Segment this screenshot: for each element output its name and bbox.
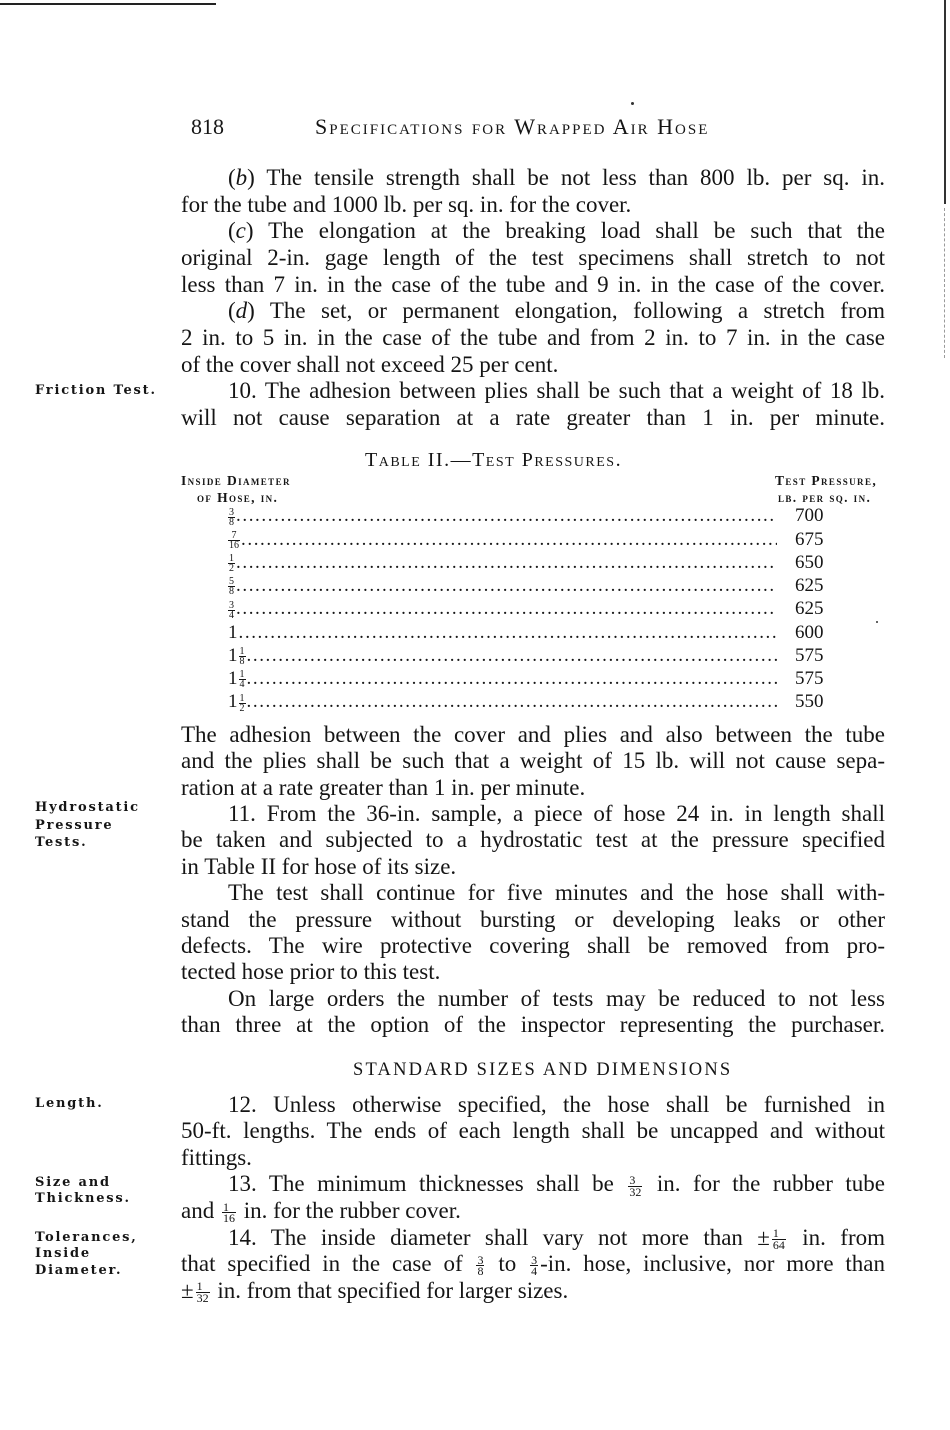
column-header-line: Inside Diameter [181,472,291,488]
text-run: 50-ft. lengths. The ends of each length shall be uncapped and without [181,1118,885,1144]
fraction-numerator: 1 [239,692,245,704]
scan-edge-line [944,208,945,358]
fraction-denominator: 8 [229,516,234,528]
text-line [181,748,885,774]
text-run: in. from that specified for larger sizes. [211,1277,569,1303]
side-note-line: Thickness. [35,1191,131,1206]
text-run: ) The tensile strength shall be not less than 800 lb. per sq. in. [247,165,885,190]
test-pressure-cell: 575 [795,644,824,666]
side-note-line: Inside [35,1246,91,1261]
fraction [239,670,246,689]
text-run: The adhesion between the cover and plies and also between the tube [181,721,885,747]
italic-letter: b [235,165,248,190]
fraction-denominator: 8 [477,1264,484,1279]
inside-diameter-cell [228,574,236,597]
text-run: in. for the rubber cover. [237,1197,461,1223]
text-run: -in. hose, inclusive, nor more than [540,1251,886,1277]
text-run: for the tube and 1000 lb. per sq. in. for the cover. [181,191,632,217]
dot-leader [236,574,777,597]
fraction-denominator: 16 [222,1211,235,1226]
text-run: less than 7 in. in the case of the tube and 9 in. in the case of the cover. [181,271,885,297]
fraction [530,1252,538,1279]
page-number: 818 [191,114,224,139]
fraction-denominator: 8 [229,586,234,598]
text-line [181,378,885,405]
fraction-numerator: 3 [229,599,234,611]
side-note-tolerances-inside-diameter [35,1230,138,1280]
body-text-upper [181,165,885,432]
text-run: ( [228,298,236,324]
text-line [181,405,885,432]
side-note-line: Tolerances, [35,1229,138,1245]
text-run: ( [228,218,236,244]
dot-leader [241,528,777,551]
running-head-title: Specifications for Wrapped Air Hose [315,114,710,139]
text-run: ration at a rate greater than 1 in. per minute. [181,774,586,800]
paragraph [181,986,885,1039]
fraction [228,601,235,620]
fraction-numerator: 1 [239,669,245,681]
whole-number: 1 [228,644,238,666]
side-note-line: Diameter. [35,1262,123,1278]
text-run: 11. From the 36-in. sample, a piece of hose 24 in. in length shall [228,800,885,826]
text-run: On large orders the number of tests may be reduced to not less [228,985,885,1011]
side-note-line: Hydrostatic [35,800,140,815]
text-run: in. for the rubber tube [644,1171,885,1197]
text-run: be taken and subjected to a hydrostatic test at the pressure specified [181,827,885,853]
text-line [181,933,885,959]
fraction-denominator: 64 [772,1237,785,1252]
test-pressure-cell: 625 [795,575,824,597]
fraction-numerator: 3 [229,506,234,518]
text-line [181,352,885,379]
test-pressure-cell: 625 [795,598,824,620]
table-row [181,690,835,713]
fraction-denominator: 8 [239,656,245,668]
fraction-numerator: 5 [229,576,234,588]
text-run: 2 in. to 5 in. in the case of the tube and from 2 in. to 7 in. in the case [181,324,885,350]
text-line [181,1251,885,1278]
text-run: original 2-in. gage length of the test specimens shall stretch to not [181,244,885,270]
scan-edge-line [0,3,216,5]
paragraph [181,218,885,298]
test-pressure-cell: 675 [795,528,824,550]
fraction-denominator: 32 [629,1184,642,1199]
text-run: The test shall continue for five minutes and the hose shall with- [228,880,885,906]
fraction [476,1252,484,1279]
text-line [181,854,885,880]
table-row [181,574,835,597]
paragraph [181,378,885,431]
text-run: ± [181,1277,194,1303]
text-line [181,801,885,827]
text-run: 12. Unless otherwise specified, the hose shall be furnished in [228,1091,885,1117]
inside-diameter-cell [228,667,247,690]
text-line [181,1118,885,1145]
text-line [181,722,885,748]
column-header-line: lb. per sq. in. [778,489,872,505]
table-row [181,504,835,527]
fraction-denominator: 4 [229,609,234,621]
dot-leader [236,551,777,574]
side-note-line: Friction Test. [35,382,157,398]
table-title: Table II.—Test Pressures. [365,449,623,471]
fraction [222,1199,236,1226]
text-line [181,775,885,801]
fraction [239,694,246,713]
paragraph [181,298,885,378]
text-line [181,245,885,272]
text-line [181,192,885,219]
whole-number: 1 [228,691,238,713]
whole-number: 1 [228,668,238,690]
side-note-line: Pressure [35,817,114,833]
scan-speck [876,621,878,623]
text-line [181,272,885,299]
table-row [181,597,835,620]
fraction-numerator: 7 [231,529,237,541]
fraction-numerator: 3 [629,1173,636,1188]
paragraph [181,1092,885,1172]
scan-speck [631,102,634,105]
text-run: 10. The adhesion between plies shall be such that a weight of 18 lb. [228,378,885,404]
pressure-table-rows [181,504,835,713]
inside-diameter-cell [228,528,241,551]
text-run: and the plies shall be such that a weight of 15 lb. will not cause sepa- [181,748,885,774]
fraction-numerator: 3 [477,1252,484,1267]
paragraph [181,1225,885,1305]
text-run: ( [228,165,236,190]
fraction-denominator: 2 [239,702,245,714]
side-note-line: Size and [35,1174,111,1190]
text-run: ) The elongation at the breaking load shall be such that the [245,218,885,244]
text-line [181,218,885,245]
inside-diameter-cell [228,644,247,667]
text-run: will not cause separation at a rate greater than 1 in. per minute. [181,404,885,430]
dot-leader [236,597,777,620]
inside-diameter-cell [228,621,239,644]
paragraph [181,880,885,986]
side-note-hydrostatic-pressure-tests [35,799,140,852]
table-row [181,644,835,667]
fraction-numerator: 1 [196,1279,203,1294]
text-run: 14. The inside diameter shall vary not more than ± [228,1224,770,1250]
text-run: than three at the option of the inspector representing the purchaser. [181,1012,885,1038]
text-line [181,959,885,985]
table-row [181,667,835,690]
text-run: ) The set, or permanent elongation, following a stretch from [247,298,885,324]
table-row [181,528,835,551]
fraction [228,554,235,573]
text-run: in. from [787,1224,885,1250]
inside-diameter-cell [228,551,236,574]
text-line [181,1278,885,1305]
text-line [181,1225,885,1252]
dot-leader [247,690,778,713]
side-note-length [35,1095,104,1112]
text-run: tected hose prior to this test. [181,959,441,985]
text-line [181,325,885,352]
italic-letter: c [235,218,246,244]
test-pressure-cell: 600 [795,621,824,643]
text-line [181,1145,885,1172]
text-run: stand the pressure without bursting or developing leaks or other [181,906,885,932]
fraction-numerator: 1 [772,1226,779,1241]
fraction [228,577,235,596]
dot-leader [247,667,778,690]
inside-diameter-cell [228,690,247,713]
column-header-test-pressure [775,472,877,506]
text-line [181,165,885,192]
fraction [228,531,240,550]
scan-edge-line [944,0,946,204]
test-pressure-cell: 550 [795,691,824,713]
dot-leader [247,644,778,667]
inside-diameter-cell [228,504,236,527]
text-line [181,1198,885,1225]
paragraph [181,1171,885,1224]
table-row [181,551,835,574]
inside-diameter-cell [228,597,236,620]
text-line [181,880,885,906]
fraction-numerator: 1 [229,553,234,565]
table-row [181,621,835,644]
fraction [196,1281,210,1303]
section-heading: STANDARD SIZES AND DIMENSIONS [353,1060,733,1080]
whole-number: 1 [228,621,238,643]
text-run: fittings. [181,1144,252,1170]
fraction [772,1228,786,1250]
side-note-size-and-thickness [35,1175,131,1208]
text-run: defects. The wire protective covering shall be removed from pro- [181,932,885,958]
fraction-numerator: 3 [531,1252,538,1267]
text-line [181,1012,885,1038]
fraction [228,508,235,527]
text-run: and [181,1197,220,1223]
text-run: in Table II for hose of its size. [181,853,457,879]
fraction-denominator: 4 [531,1264,538,1279]
text-run: of the cover shall not exceed 25 per cent. [181,351,559,377]
body-text-middle [181,722,885,1039]
side-note-line: Tests. [35,835,88,850]
test-pressure-cell: 575 [795,668,824,690]
paragraph [181,165,885,218]
column-header-line: Test Pressure, [775,472,878,488]
dot-leader [239,621,778,644]
column-header-line: of Hose, in. [197,489,279,505]
fraction-denominator: 2 [229,563,234,575]
paragraph [181,722,885,801]
text-line [181,907,885,933]
italic-letter: d [235,298,248,324]
body-text-lower [181,1092,885,1305]
test-pressure-cell: 650 [795,551,824,573]
text-line [181,298,885,325]
side-note-friction-test [35,382,157,399]
text-run: to [486,1251,529,1277]
text-line [181,1092,885,1119]
side-note-line: Length. [35,1095,104,1111]
text-line [181,986,885,1012]
text-run: 13. The minimum thicknesses shall be [228,1171,627,1197]
text-run: that specified in the case of [181,1251,475,1277]
fraction [628,1175,642,1197]
paragraph [181,801,885,880]
fraction-denominator: 32 [196,1290,209,1305]
text-line [181,827,885,853]
fraction-numerator: 1 [222,1199,229,1214]
dot-leader [236,504,777,527]
fraction-numerator: 1 [239,646,245,658]
fraction [239,647,246,666]
test-pressure-cell: 700 [795,505,824,527]
fraction-denominator: 16 [229,539,239,551]
column-header-inside-diameter [181,472,291,506]
text-line [181,1171,885,1198]
fraction-denominator: 4 [239,679,245,691]
